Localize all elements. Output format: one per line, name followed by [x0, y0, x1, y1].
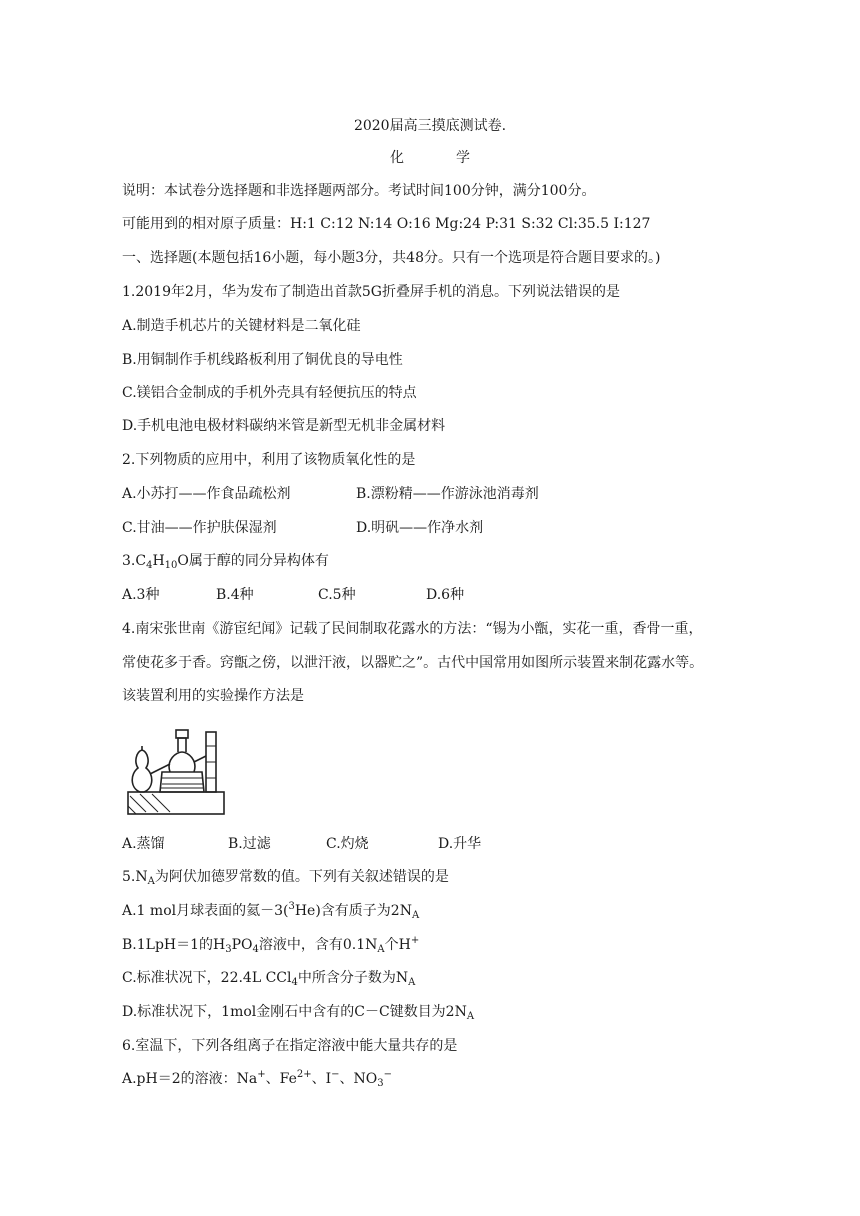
- q6-a-sup: 2+: [296, 1069, 312, 1080]
- q6-a-sup: −: [331, 1069, 340, 1080]
- subject-char-1: 化: [390, 150, 404, 166]
- q5-c-sub: 4: [291, 977, 298, 988]
- q3-option-b: B.4种: [216, 587, 254, 603]
- q4-option-d: D.升华: [438, 836, 482, 852]
- subject-char-2: 学: [456, 150, 470, 166]
- q2-option-a: A.小苏打——作食品疏松剂: [122, 486, 291, 502]
- section-heading: 一、选择题(本题包括16小题，每小题3分，共48分。只有一个选项是符合题目要求的。): [122, 250, 661, 266]
- q5-a-part: A.1 mol月球表面的氦－3(: [122, 903, 289, 919]
- q5-b-part: 溶液中，含有0.1N: [258, 937, 378, 953]
- q5-option-d: [122, 1002, 474, 1022]
- subject-heading: [0, 148, 860, 168]
- q5-b-sup: +: [410, 935, 420, 946]
- q6-a-part: A.pH＝2的溶液：Na: [122, 1071, 258, 1087]
- exam-title: 2020届高三摸底测试卷.: [353, 118, 507, 134]
- q5-a-part: He)含有质子为2N: [294, 903, 412, 919]
- q5-a-sub: A: [411, 910, 420, 921]
- q5-b-sub: 4: [252, 944, 259, 955]
- q5-d-part: D.标准状况下，1mol金刚石中含有的C－C键数目为2N: [122, 1004, 467, 1020]
- distillation-apparatus-figure: [126, 722, 226, 818]
- q3-options: [122, 585, 464, 605]
- q1-stem: 1.2019年2月，华为发布了制造出首款5G折叠屏手机的消息。下列说法错误的是: [122, 284, 620, 300]
- q3-sub: 4: [146, 560, 153, 571]
- q6-a-part: 、Fe: [265, 1071, 297, 1087]
- q3-option-c: C.5种: [318, 587, 356, 603]
- q5-d-sub: A: [466, 1011, 475, 1022]
- q6-a-sub: 3: [377, 1078, 384, 1089]
- q1-option-c: C.镁铝合金制成的手机外壳具有轻便抗压的特点: [122, 385, 417, 401]
- q5-c-sub: A: [408, 977, 416, 988]
- q4-stem-line3: 该装置利用的实验操作方法是: [122, 688, 304, 704]
- q1-option-a: A.制造手机芯片的关键材料是二氧化硅: [122, 318, 361, 334]
- q2-option-d: D.明矾——作净水剂: [356, 520, 484, 536]
- q5-sub: A: [147, 876, 155, 887]
- q5-b-part: 个H: [384, 937, 411, 953]
- q5-option-a: [122, 901, 419, 921]
- q5-stem: [122, 867, 449, 887]
- q5-c-part: C.标准状况下，22.4L CCl: [122, 970, 292, 986]
- q1-option-b: B.用铜制作手机线路板利用了铜优良的导电性: [122, 352, 403, 368]
- q6-a-part: 、NO: [339, 1071, 378, 1087]
- q3-stem-part: H: [152, 553, 165, 569]
- q5-option-b: [122, 935, 419, 955]
- q5-b-sub: 3: [225, 944, 232, 955]
- q4-stem-line2: 常使花多于香。窍甑之傍，以泄汗液，以器贮之”。古代中国常用如图所示装置来制花露水等。: [122, 655, 704, 671]
- q3-stem-part: 3.C: [122, 553, 147, 569]
- exam-note: 说明：本试卷分选择题和非选择题两部分。考试时间100分钟，满分100分。: [122, 183, 596, 199]
- q6-a-part: 、I: [311, 1071, 332, 1087]
- q2-options-row2: [122, 518, 483, 538]
- q5-stem-part: 5.N: [122, 869, 148, 885]
- q2-option-c: C.甘油——作护肤保湿剂: [122, 520, 277, 536]
- q3-stem-part: O属于醇的同分异构体有: [177, 553, 329, 569]
- q4-option-b: B.过滤: [228, 836, 271, 852]
- q5-option-c: [122, 968, 415, 988]
- q3-option-a: A.3种: [122, 587, 160, 603]
- q4-stem-line1: 4.南宋张世南《游宦纪闻》记载了民间制取花露水的方法：“锡为小甑，实花一重，香骨一重，: [122, 621, 703, 637]
- q6-option-a: [122, 1069, 392, 1089]
- q4-option-a: A.蒸馏: [122, 836, 165, 852]
- q2-option-b: B.漂粉精——作游泳池消毒剂: [356, 486, 539, 502]
- q4-option-c: C.灼烧: [326, 836, 369, 852]
- q3-sub: 10: [164, 560, 178, 571]
- q2-options-row1: [122, 484, 539, 504]
- q5-a-sup: 3: [288, 901, 295, 912]
- q5-b-sub: A: [377, 944, 385, 955]
- q2-stem: 2.下列物质的应用中，利用了该物质氧化性的是: [122, 452, 416, 468]
- q6-a-sup: −: [383, 1069, 393, 1080]
- q4-options: [122, 834, 481, 854]
- q6-stem: 6.室温下，下列各组离子在指定溶液中能大量共存的是: [122, 1038, 458, 1054]
- q5-b-part: PO: [231, 937, 253, 953]
- q3-option-d: D.6种: [426, 587, 465, 603]
- q5-c-part: 中所含分子数为N: [297, 970, 409, 986]
- atomic-mass-line: 可能用到的相对原子质量：H:1 C:12 N:14 O:16 Mg:24 P:31 S:32 Cl:35.5 I:127: [122, 216, 651, 232]
- q1-option-d: D.手机电池电极材料碳纳米管是新型无机非金属材料: [122, 418, 446, 434]
- q3-stem: [122, 551, 329, 571]
- q6-a-sup: +: [257, 1069, 266, 1080]
- q5-b-part: B.1LpH＝1的H: [122, 937, 226, 953]
- q5-stem-part: 为阿伏加德罗常数的值。下列有关叙述错误的是: [154, 869, 449, 885]
